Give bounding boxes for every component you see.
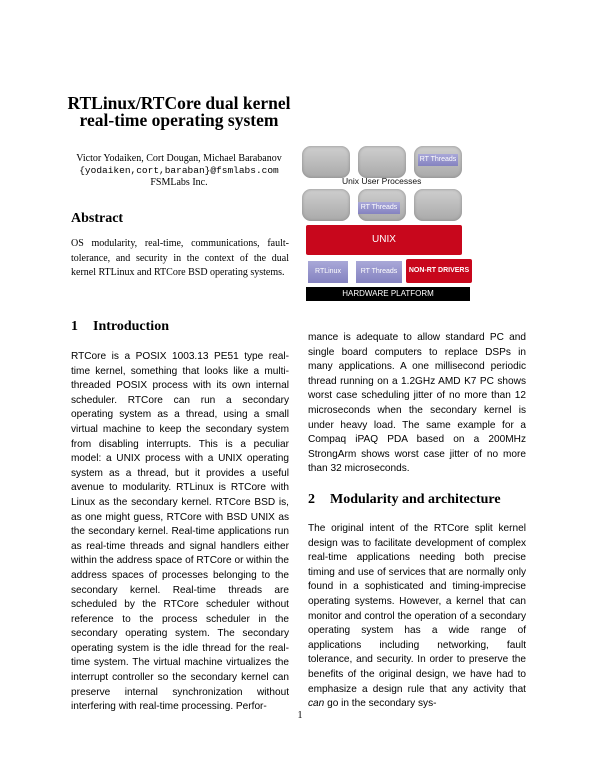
section-2-title: Modularity and architecture	[330, 492, 501, 507]
section-2-paragraph	[308, 522, 526, 712]
unix-user-processes-label: Unix User Processes	[342, 176, 422, 186]
section-2-heading	[308, 492, 501, 508]
non-rt-drivers-box: NON-RT DRIVERS	[406, 259, 472, 283]
user-process-blob	[358, 146, 406, 178]
user-process-blob	[302, 146, 350, 178]
paper-title: RTLinux/RTCore dual kernel real-time operating system	[67, 93, 291, 130]
abstract-text: OS modularity, real-time, communications, fault-tolerance, and security in the context of the dual kernel RTLinux and RTCore BSD operating systems.	[71, 238, 289, 278]
section-1-heading	[71, 319, 169, 335]
section-2-text-start: The original intent of the RTCore split kernel design was to facilitate development of complex real-time applications needing both precise timing and use of services that are normally only found in a sophisticated and timing-imprecise operating systems. However, a kernel that can monitor and control the operation of a secondary operating system has a wide range of applications including networking, fault tolerance, and security. In order to preserve the benefits of the original design, we have had to emphasize a design rule that any activity that	[308, 523, 526, 695]
user-process-blob	[302, 189, 350, 221]
abstract-heading: Abstract	[71, 211, 124, 226]
section-2-italic-word: can	[308, 698, 325, 710]
author-list: Victor Yodaiken, Cort Dougan, Michael Barabanov	[76, 153, 282, 164]
rt-threads-box-mid: RT Threads	[358, 202, 400, 214]
section-1-title: Introduction	[93, 319, 169, 334]
rt-threads-box-bottom: RT Threads	[356, 261, 402, 283]
section-1-right-column	[308, 331, 526, 477]
user-process-blob	[414, 189, 462, 221]
section-1-paragraph-left: RTCore is a POSIX 1003.13 PE51 type real-time kernel, something that looks like a multi-threaded POSIX process with its own internal scheduler. RTCore can run a secondary operating system as a thread, using a small virtual machine to keep the secondary system from disabling interrupts. This is a peculiar model: a UNIX process with a UNIX operating system as a thread, but it provides a useful avenue to modularity. RTLinux is RTCore with Linux as the secondary kernel. RTCore BSD is, as one might guess, RTCore with BSD UNIX as the secondary kernel. Real-time applications run as real-time threads and signal handlers either within the address space of RTCore or within the address spaces of processes belonging to the secondary kernel. Real-time threads are scheduled by the RTCore scheduler without reference to the process scheduler in the secondary operating system. The secondary operating system is the idle thread for the real-time system. The virtual machine virtualizes the interrupt controller so the secondary kernel can preserve internal synchronization without interfering with real-time processing. Perfor-	[71, 351, 289, 713]
rtlinux-box: RTLinux	[308, 261, 348, 283]
hardware-platform-bar: HARDWARE PLATFORM	[306, 287, 470, 301]
section-2-number: 2	[308, 492, 315, 507]
rt-threads-box-top: RT Threads	[418, 154, 458, 166]
section-2-text-end: go in the secondary sys-	[324, 698, 437, 710]
unix-kernel-bar: UNIX	[306, 225, 462, 255]
architecture-diagram	[300, 143, 472, 305]
section-1-paragraph-right: mance is adequate to allow standard PC and single board computers to replace DSPs in many applications. A one millisecond periodic thread running on a 1.2GHz AMD K7 PC shows worst case scheduling jitter of no more than 12 microseconds when the secondary kernel is under heavy load. The same example for a Compaq iPAQ PDA based on a 200MHz StrongArm shows worst case jitter of no more than 32 microseconds.	[308, 332, 526, 475]
affiliation: FSMLabs Inc.	[150, 177, 208, 188]
section-2-column	[308, 522, 526, 712]
section-1-left-column	[71, 350, 289, 730]
section-1-number: 1	[71, 319, 78, 334]
page-number: 1	[297, 710, 303, 721]
author-emails: {yodaiken,cort,baraban}@fsmlabs.com	[79, 165, 279, 176]
